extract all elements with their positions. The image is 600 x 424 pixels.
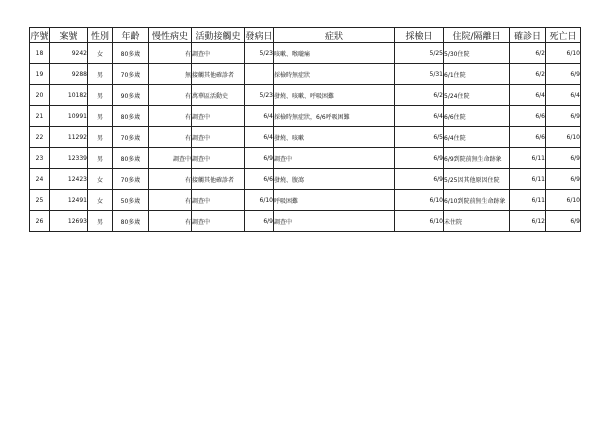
cell-contact: 調查中 (192, 106, 245, 127)
cell-case: 12491 (50, 190, 88, 211)
cell-age: 70多歲 (113, 127, 149, 148)
cell-confirmed: 6/11 (510, 169, 546, 190)
cell-onset: 5/23 (245, 43, 274, 64)
cell-symptoms: 發燒、咳嗽 (274, 127, 395, 148)
cell-sex: 男 (88, 211, 113, 232)
cell-chronic: 無 (149, 64, 192, 85)
cell-confirmed: 6/4 (510, 85, 546, 106)
cell-symptoms: 發燒、腹瀉 (274, 169, 395, 190)
cell-hospitalized: 5/30住院 (444, 43, 510, 64)
cell-death: 6/9 (546, 148, 581, 169)
table-row (30, 127, 581, 148)
table-row (30, 169, 581, 190)
cell-no: 23 (30, 148, 50, 169)
cell-onset: 6/9 (245, 148, 274, 169)
cell-chronic: 有 (149, 169, 192, 190)
cell-contact: 調查中 (192, 127, 245, 148)
cell-case: 12423 (50, 169, 88, 190)
cell-chronic: 有 (149, 85, 192, 106)
table-row (30, 106, 581, 127)
cell-contact: 調查中 (192, 211, 245, 232)
header-sampling: 採檢日 (395, 28, 444, 43)
cell-onset: 6/4 (245, 127, 274, 148)
cell-case: 12693 (50, 211, 88, 232)
cell-onset: 6/10 (245, 190, 274, 211)
cell-no: 21 (30, 106, 50, 127)
cell-symptoms: 發燒、咳嗽、呼吸困難 (274, 85, 395, 106)
header-contact: 活動接觸史 (192, 28, 245, 43)
cell-death: 6/10 (546, 43, 581, 64)
case-table (29, 27, 581, 232)
cell-symptoms: 呼吸困難 (274, 190, 395, 211)
cell-chronic: 有 (149, 127, 192, 148)
cell-confirmed: 6/6 (510, 106, 546, 127)
cell-sex: 男 (88, 106, 113, 127)
header-death: 死亡日 (546, 28, 581, 43)
cell-age: 80多歲 (113, 211, 149, 232)
cell-hospitalized: 5/25因其他原因住院 (444, 169, 510, 190)
cell-death: 6/4 (546, 85, 581, 106)
cell-no: 19 (30, 64, 50, 85)
cell-no: 26 (30, 211, 50, 232)
cell-sex: 男 (88, 127, 113, 148)
cell-case: 9288 (50, 64, 88, 85)
header-row (30, 28, 581, 43)
cell-chronic: 調查中 (149, 148, 192, 169)
cell-sex: 男 (88, 85, 113, 106)
header-sex: 性別 (88, 28, 113, 43)
cell-sampling: 6/10 (395, 190, 444, 211)
cell-age: 80多歲 (113, 106, 149, 127)
cell-confirmed: 6/2 (510, 64, 546, 85)
cell-hospitalized: 未住院 (444, 211, 510, 232)
cell-age: 80多歲 (113, 43, 149, 64)
header-symptoms: 症狀 (274, 28, 395, 43)
cell-death: 6/10 (546, 127, 581, 148)
cell-onset: 6/6 (245, 169, 274, 190)
cell-onset (245, 64, 274, 85)
cell-no: 22 (30, 127, 50, 148)
cell-hospitalized: 5/24住院 (444, 85, 510, 106)
header-hospitalized: 住院/隔離日 (444, 28, 510, 43)
table-row (30, 148, 581, 169)
cell-case: 9242 (50, 43, 88, 64)
header-age: 年齡 (113, 28, 149, 43)
cell-chronic: 有 (149, 106, 192, 127)
cell-sex: 女 (88, 43, 113, 64)
cell-sex: 女 (88, 190, 113, 211)
cell-case: 10991 (50, 106, 88, 127)
cell-sampling: 5/31 (395, 64, 444, 85)
table-row (30, 190, 581, 211)
cell-symptoms: 採檢時無症狀 (274, 64, 395, 85)
cell-onset: 5/23 (245, 85, 274, 106)
cell-hospitalized: 6/6住院 (444, 106, 510, 127)
cell-age: 80多歲 (113, 148, 149, 169)
cell-confirmed: 6/11 (510, 148, 546, 169)
cell-sex: 男 (88, 148, 113, 169)
cell-symptoms: 咳嗽、喉嚨痛 (274, 43, 395, 64)
cell-sampling: 6/9 (395, 148, 444, 169)
cell-chronic: 有 (149, 43, 192, 64)
cell-death: 6/9 (546, 211, 581, 232)
cell-age: 70多歲 (113, 64, 149, 85)
cell-chronic: 有 (149, 211, 192, 232)
cell-sampling: 6/2 (395, 85, 444, 106)
cell-no: 25 (30, 190, 50, 211)
cell-contact: 接觸其他確診者 (192, 169, 245, 190)
cell-no: 24 (30, 169, 50, 190)
cell-symptoms: 採檢時無症狀，6/6呼吸困難 (274, 106, 395, 127)
cell-contact: 萬華區活動史 (192, 85, 245, 106)
cell-age: 50多歲 (113, 190, 149, 211)
cell-age: 70多歲 (113, 169, 149, 190)
cell-sampling: 6/4 (395, 106, 444, 127)
cell-death: 6/9 (546, 64, 581, 85)
cell-sex: 男 (88, 64, 113, 85)
cell-sampling: 6/9 (395, 169, 444, 190)
cell-no: 18 (30, 43, 50, 64)
cell-symptoms: 調查中 (274, 148, 395, 169)
table-row (30, 43, 581, 64)
table-row (30, 85, 581, 106)
cell-confirmed: 6/11 (510, 190, 546, 211)
header-no: 序號 (30, 28, 50, 43)
cell-hospitalized: 6/10到院前無生命跡象 (444, 190, 510, 211)
cell-case: 10182 (50, 85, 88, 106)
cell-hospitalized: 6/9到院前無生命跡象 (444, 148, 510, 169)
cell-contact: 調查中 (192, 190, 245, 211)
cell-confirmed: 6/6 (510, 127, 546, 148)
cell-case: 11292 (50, 127, 88, 148)
cell-confirmed: 6/12 (510, 211, 546, 232)
cell-death: 6/9 (546, 169, 581, 190)
header-confirmed: 確診日 (510, 28, 546, 43)
cell-case: 12339 (50, 148, 88, 169)
cell-hospitalized: 6/1住院 (444, 64, 510, 85)
cell-death: 6/9 (546, 106, 581, 127)
cell-contact: 調查中 (192, 43, 245, 64)
cell-contact: 接觸其他確診者 (192, 64, 245, 85)
cell-sex: 女 (88, 169, 113, 190)
cell-sampling: 6/10 (395, 211, 444, 232)
table-row (30, 64, 581, 85)
cell-hospitalized: 6/4住院 (444, 127, 510, 148)
header-case: 案號 (50, 28, 88, 43)
header-chronic: 慢性病史 (149, 28, 192, 43)
cell-contact: 調查中 (192, 148, 245, 169)
cell-symptoms: 調查中 (274, 211, 395, 232)
cell-age: 90多歲 (113, 85, 149, 106)
cell-no: 20 (30, 85, 50, 106)
header-onset: 發病日 (245, 28, 274, 43)
cell-sampling: 5/25 (395, 43, 444, 64)
cell-sampling: 6/5 (395, 127, 444, 148)
cell-confirmed: 6/2 (510, 43, 546, 64)
cell-death: 6/10 (546, 190, 581, 211)
cell-onset: 6/9 (245, 211, 274, 232)
cell-chronic: 有 (149, 190, 192, 211)
cell-onset: 6/4 (245, 106, 274, 127)
table-row (30, 211, 581, 232)
